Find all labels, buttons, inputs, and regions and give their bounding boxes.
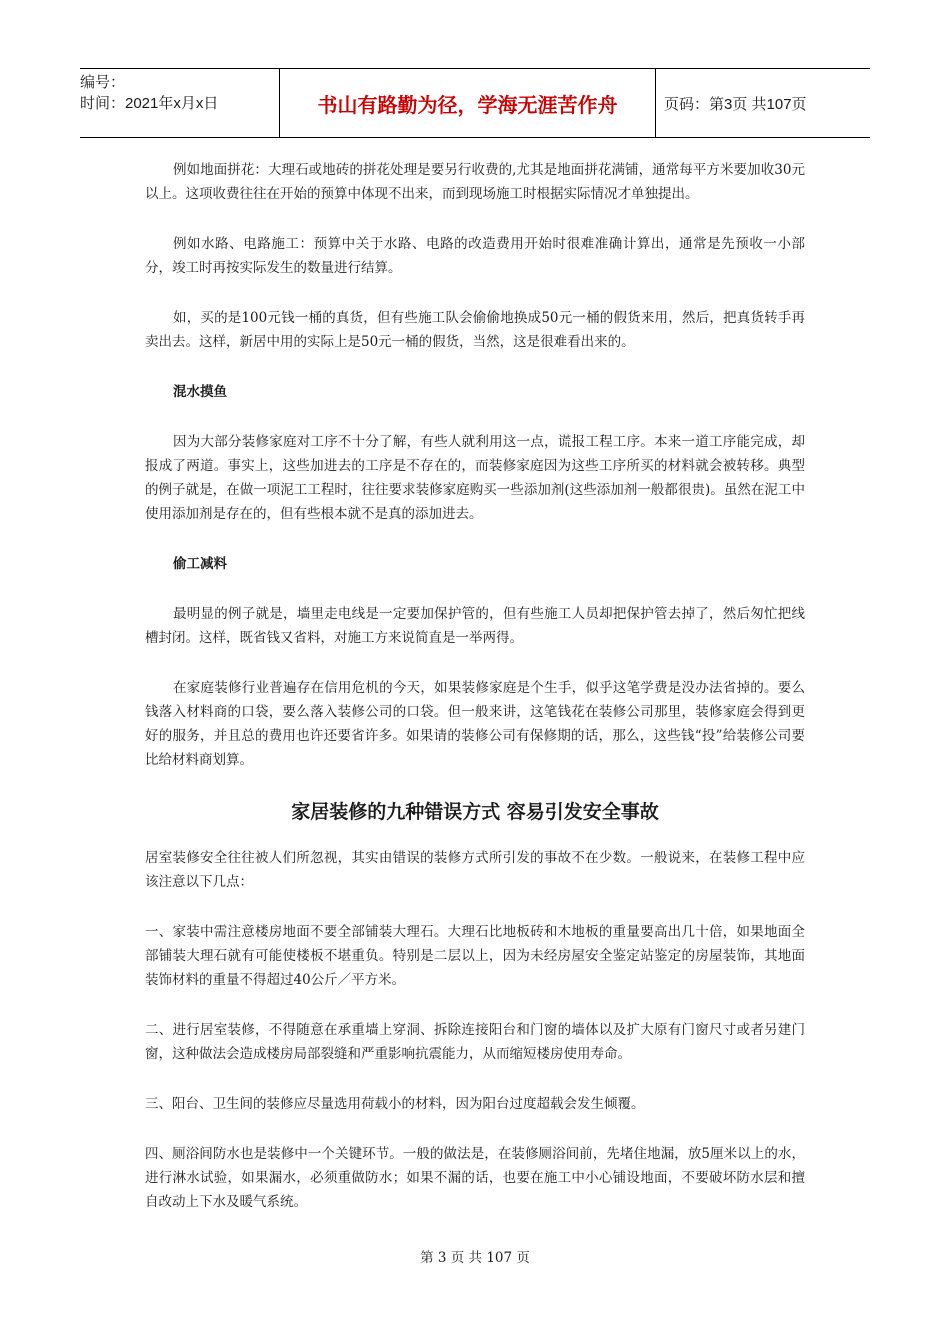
number-label: 编号： xyxy=(80,74,126,91)
subheading-mix: 混水摸鱼 xyxy=(173,384,227,400)
paragraph: 一、家装中需注意楼房地面不要全部铺装大理石。大理石比地板砖和木地板的重量要高出几十倍，如果地面全部铺装大理石就有可能使楼板不堪重负。特别是二层以上，因为未经房屋安全鉴定站鉴定的房屋装饰，其地面装饰材料的重量不得超过40公斤／平方米。 xyxy=(145,924,805,988)
paragraph: 例如地面拼花：大理石或地砖的拼花处理是要另行收费的,尤其是地面拼花满铺，通常每平方米要加收30元以上。这项收费往往在开始的预算中体现不出来，而到现场施工时根据实际情况才单独提出。 xyxy=(145,162,805,202)
header-page-label: 页码：第3页 共107页 xyxy=(664,95,807,113)
paragraph: 二、进行居室装修，不得随意在承重墙上穿洞、拆除连接阳台和门窗的墙体以及扩大原有门窗尺寸或者另建门窗，这种做法会造成楼房局部裂缝和严重影响抗震能力，从而缩短楼房使用寿命。 xyxy=(145,1022,805,1062)
page-footer: 第 3 页 共 107 页 xyxy=(420,1250,530,1266)
paragraph: 三、阳台、卫生间的装修应尽量选用荷载小的材料，因为阳台过度超载会发生倾覆。 xyxy=(145,1096,645,1112)
section-title: 家居装修的九种错误方式 容易引发安全事故 xyxy=(291,801,659,823)
paragraph: 最明显的例子就是，墙里走电线是一定要加保护管的，但有些施工人员却把保护管去掉了，然后匆忙把线槽封闭。这样，既省钱又省料，对施工方来说简直是一举两得。 xyxy=(145,606,805,646)
paragraph: 如，买的是100元钱一桶的真货，但有些施工队会偷偷地换成50元一桶的假货来用，然后，把真货转手再卖出去。这样，新居中用的实际上是50元一桶的假货，当然，这是很难看出来的。 xyxy=(145,310,805,350)
paragraph: 居室装修安全往往被人们所忽视，其实由错误的装修方式所引发的事故不在少数。一般说来，在装修工程中应该注意以下几点： xyxy=(145,850,805,890)
page-header xyxy=(80,68,870,138)
paragraph: 四、厕浴间防水也是装修中一个关键环节。一般的做法是，在装修厕浴间前，先堵住地漏，放5厘米以上的水，进行淋水试验，如果漏水，必须重做防水；如果不漏的话，也要在施工中小心铺设地面，不要破坏防水层和擅自改动上下水及暖气系统。 xyxy=(145,1146,805,1210)
subheading-cut-corners: 偷工减料 xyxy=(173,556,227,572)
date-label: 时间：2021年x月x日 xyxy=(80,95,219,112)
document-body xyxy=(145,158,805,1240)
paragraph: 因为大部分装修家庭对工序不十分了解，有些人就利用这一点，谎报工程工序。本来一道工序能完成，却报成了两道。事实上，这些加进去的工序是不存在的，而装修家庭因为这些工序所买的材料就会被转移。典型的例子就是，在做一项泥工工程时，往往要求装修家庭购买一些添加剂(这些添加剂一般都很贵)。虽然在泥工中使用添加剂是存在的，但有些根本就不是真的添加进去。 xyxy=(145,434,805,522)
paragraph: 在家庭装修行业普遍存在信用危机的今天，如果装修家庭是个生手，似乎这笔学费是没办法省掉的。要么钱落入材料商的口袋，要么落入装修公司的口袋。但一般来讲，这笔钱花在装修公司那里，装修家庭会得到更好的服务，并且总的费用也许还要省许多。如果请的装修公司有保修期的话，那么，这些钱“投”给装修公司要比给材料商划算。 xyxy=(145,680,805,768)
paragraph: 例如水路、电路施工：预算中关于水路、电路的改造费用开始时很难准确计算出，通常是先预收一小部分，竣工时再按实际发生的数量进行结算。 xyxy=(145,236,805,276)
header-motto: 书山有路勤为径，学海无涯苦作舟 xyxy=(280,69,656,137)
header-meta xyxy=(80,69,280,137)
